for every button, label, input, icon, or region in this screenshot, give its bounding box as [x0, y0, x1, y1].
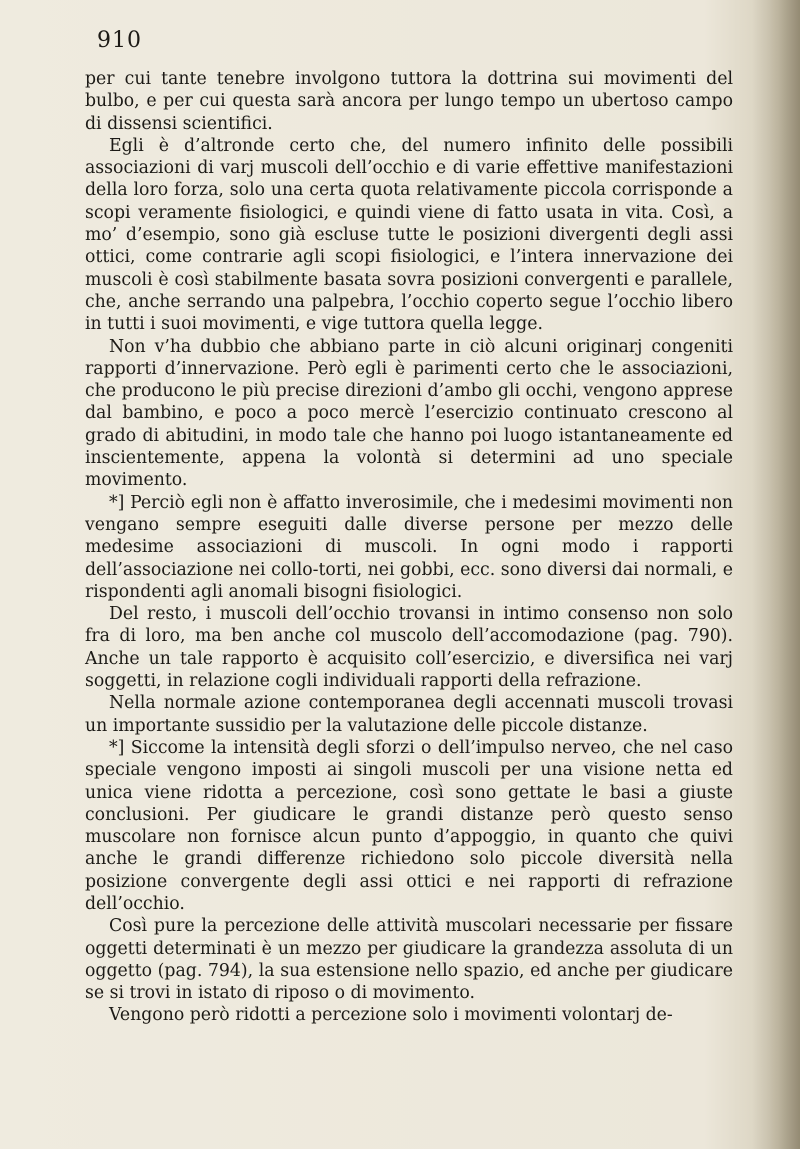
paragraph: Del resto, i muscoli dell’occhio trovansi in intimo consenso non solo fra di loro, ma ben anche col muscolo dell’accomodazione (pag. 790). Anche un tale rapporto è acquisito coll’esercizio, e diversifica nei varj soggetti, in relazione cogli individuali rapporti della refrazione.: [85, 604, 733, 692]
paragraph: Vengono però ridotti a percezione solo i movimenti volontarj de-: [109, 1005, 673, 1026]
paragraph: per cui tante tenebre involgono tuttora la dottrina sui movimenti del bulbo, e per cui questa sarà ancora per lungo tempo un ubertoso campo di dissensi scientifici.: [85, 69, 733, 134]
page-edge-shadow: [752, 0, 800, 1149]
paragraph: *] Siccome la intensità degli sforzi o dell’impulso nerveo, che nel caso speciale vengono imposti ai singoli muscoli per una visione netta ed unica viene ridotta a percezione, così sono gettate le basi a giuste conclusioni. Per giudicare le grandi distanze però questo senso muscolare non fornisce alcun punto d’appoggio, in quanto che quivi anche le grandi differenze richiedono solo piccole diversità nella posizione convergente degli assi ottici e nei rapporti di refrazione dell’occhio.: [85, 737, 733, 914]
body-text: [85, 68, 733, 1027]
paragraph: Egli è d’altronde certo che, del numero infinito delle possibili associazioni di varj muscoli dell’occhio e di varie effettive manifestazioni della loro forza, solo una certa quota relativamente piccola corrisponde a scopi veramente fisiologici, e quindi viene di fatto usata in vita. Così, a mo’ d’esempio, sono già escluse tutte le posizioni divergenti degli assi ottici, come contrarie agli scopi fisiologici, e l’intera innervazione dei muscoli è così stabilmente basata sovra posizioni convergenti e parallele, che, anche serrando una palpebra, l’occhio coperto segue l’occhio libero in tutti i suoi movimenti, e vige tuttora quella legge.: [85, 135, 733, 335]
paragraph: Nella normale azione contemporanea degli accennati muscoli trovasi un importante sussidio per la valutazione delle piccole distanze.: [85, 693, 733, 736]
paragraph: Non v’ha dubbio che abbiano parte in ciò alcuni originarj congeniti rapporti d’innervazione. Però egli è parimenti certo che le associazioni, che producono le più precise direzioni d’ambo gli occhi, vengono apprese dal bambino, e poco a poco mercè l’esercizio continuato crescono al grado di abitudini, in modo tale che hanno poi luogo istantaneamente ed inscientemente, appena la volontà si determini ad uno speciale movimento.: [85, 336, 733, 491]
page-number: 910: [97, 28, 142, 53]
paragraph: Così pure la percezione delle attività muscolari necessarie per fissare oggetti determinati è un mezzo per giudicare la grandezza assoluta di un oggetto (pag. 794), la sua estensione nello spazio, ed anche per giudicare se si trovi in istato di riposo o di movimento.: [85, 916, 733, 1004]
paragraph: *] Perciò egli non è affatto inverosimile, che i medesimi movimenti non vengano sempre eseguiti dalle diverse persone per mezzo delle medesime associazioni di muscoli. In ogni modo i rapporti dell’associazione nei collo-torti, nei gobbi, ecc. sono diversi dai normali, e rispondenti agli anomali bisogni fisiologici.: [85, 492, 733, 602]
